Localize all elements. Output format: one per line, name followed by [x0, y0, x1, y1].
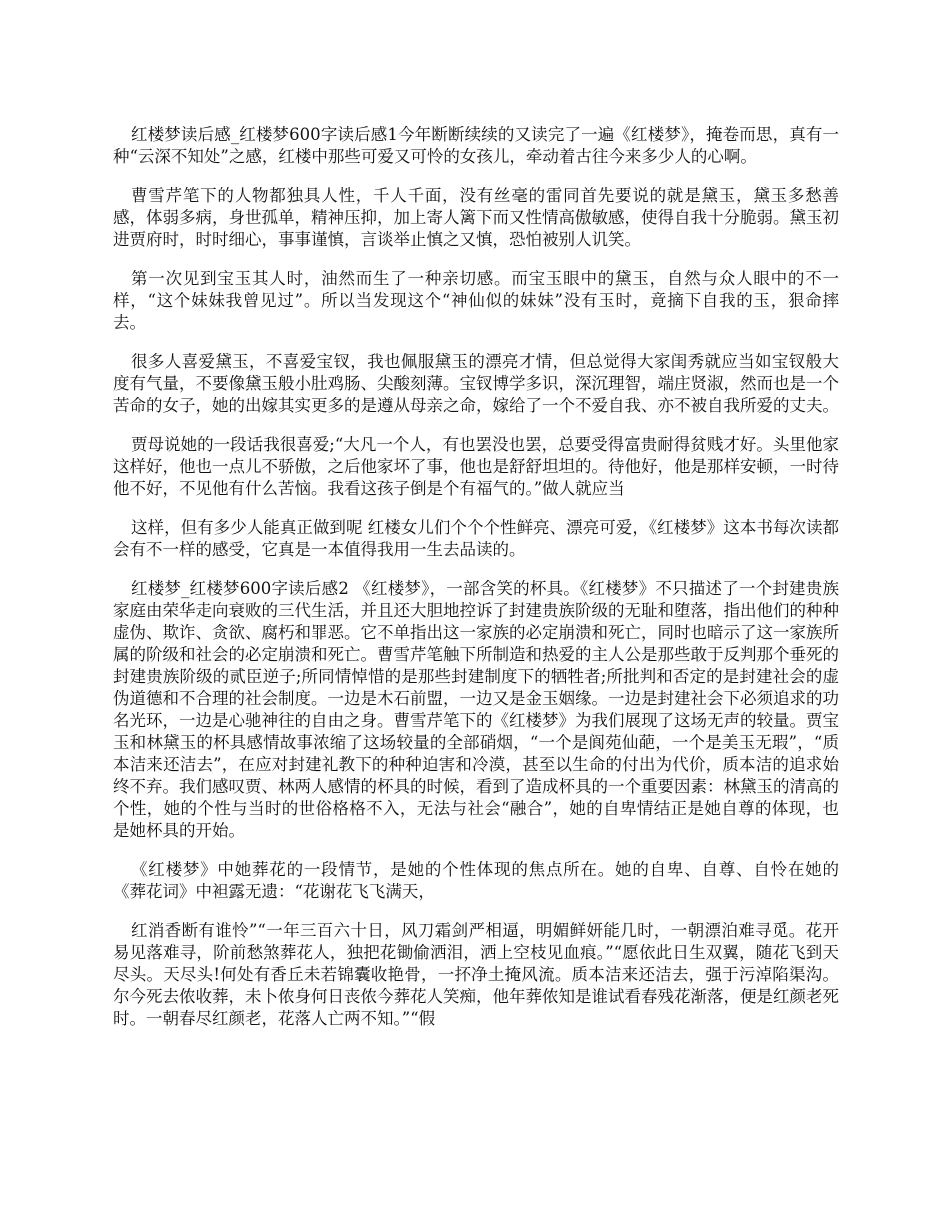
document-body [113, 124, 839, 1047]
paragraph-1: 红楼梦读后感_红楼梦600字读后感1今年断断续续的又读完了一遍《红楼梦》，掩卷而思，真有一种“云深不知处”之感，红楼中那些可爱又可怜的女孩儿，牵动着古往今来多少人的心啊。 [113, 125, 839, 166]
paragraph-4: 很多人喜爱黛玉，不喜爱宝钗，我也佩服黛玉的漂亮才情，但总觉得大家闺秀就应当如宝钗般大度有气量，不要像黛玉般小肚鸡肠、尖酸刻薄。宝钗博学多识，深沉理智，端庄贤淑，然而也是一个苦命的女子，她的出嫁其实更多的是遵从母亲之命，嫁给了一个不爱自我、亦不被自我所爱的丈夫。 [113, 352, 839, 415]
paragraph-6: 这样，但有多少人能真正做到呢 红楼女儿们个个个性鲜亮、漂亮可爱，《红楼梦》这本书每次读都会有不一样的感受，它真是一本值得我用一生去品读的。 [113, 518, 839, 559]
paragraph-2: 曹雪芹笔下的人物都独具人性，千人千面，没有丝毫的雷同首先要说的就是黛玉，黛玉多愁善感，体弱多病，身世孤单，精神压抑，加上寄人篱下而又性情高傲敏感，使得自我十分脆弱。黛玉初进贾府时，时时细心，事事谨慎，言谈举止慎之又慎，恐怕被别人讥笑。 [113, 186, 839, 249]
paragraph-8: 《红楼梦》中她葬花的一段情节，是她的个性体现的焦点所在。她的自卑、自尊、自怜在她的《葬花词》中袒露无遗：“花谢花飞飞满天， [113, 860, 839, 901]
paragraph-7: 红楼梦_红楼梦600字读后感2 《红楼梦》，一部含笑的杯具。《红楼梦》不只描述了一个封建贵族家庭由荣华走向衰败的三代生活，并且还大胆地控诉了封建贵族阶级的无耻和堕落，指出他们的种种虚伪、欺诈、贪欲、腐朽和罪恶。它不单指出这一家族的必定崩溃和死亡，同时也暗示了这一家族所属的阶级和社会的必定崩溃和死亡。曹雪芹笔触下所制造和热爱的主人公是那些敢于反判那个垂死的封建贵族阶级的贰臣逆子;所同情悼惜的是那些封建制度下的牺牲者;所批判和否定的是封建社会的虚伪道德和不合理的社会制度。一边是木石前盟，一边又是金玉姻缘。一边是封建社会下必须追求的功名光环，一边是心驰神往的自由之身。曹雪芹笔下的《红楼梦》为我们展现了这场无声的较量。贾宝玉和林黛玉的杯具感情故事浓缩了这场较量的全部硝烟，“一个是阆苑仙葩，一个是美玉无瑕”，“质本洁来还洁去”，在应对封建礼教下的种种迫害和冷漠，甚至以生命的付出为代价，质本洁的追求始终不弃。我们感叹贾、林两人感情的杯具的时候，看到了造成杯具的一个重要因素：林黛玉的清高的个性，她的个性与当时的世俗格格不入，无法与社会“融合”，她的自卑情结正是她自尊的体现，也是她杯具的开始。 [113, 579, 839, 840]
paragraph-9: 红消香断有谁怜”“一年三百六十日，风刀霜剑严相逼，明媚鲜妍能几时，一朝漂泊难寻觅。花开易见落难寻，阶前愁煞葬花人，独把花锄偷洒泪，洒上空枝见血痕。”“愿依此日生双翼，随花飞到天尽头。天尽头!何处有香丘未若锦囊收艳骨，一抔净土掩风流。质本洁来还洁去，强于污淖陷渠沟。尔今死去侬收葬，未卜侬身何日丧侬今葬花人笑痴，他年葬侬知是谁试看春残花渐落，便是红颜老死时。一朝春尽红颜老，花落人亡两不知。”“假 [113, 921, 839, 1028]
paragraph-5: 贾母说她的一段话我很喜爱;“大凡一个人，有也罢没也罢，总要受得富贵耐得贫贱才好。头里他家这样好，他也一点儿不骄傲，之后他家坏了事，他也是舒舒坦坦的。待他好，他是那样安顿，一时待他不好，不见他有什么苦恼。我看这孩子倒是个有福气的。”做人就应当 [113, 435, 839, 498]
paragraph-3: 第一次见到宝玉其人时，油然而生了一种亲切感。而宝玉眼中的黛玉，自然与众人眼中的不一样，“这个妹妹我曾见过”。所以当发现这个“神仙似的妹妹”没有玉时，竟摘下自我的玉，狠命摔去。 [113, 269, 839, 332]
